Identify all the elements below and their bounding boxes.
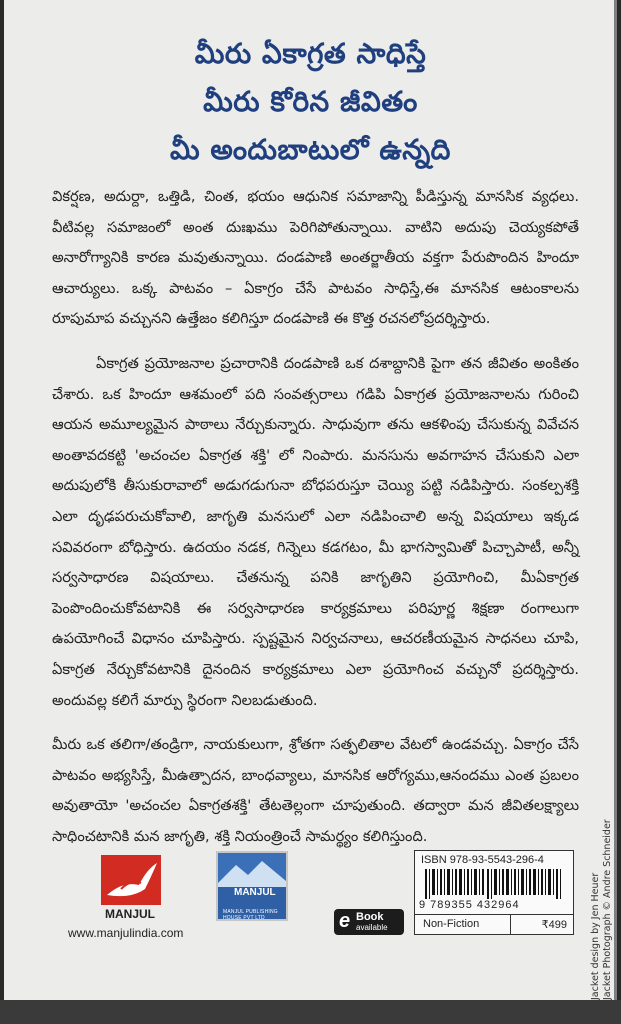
landscape-icon bbox=[218, 853, 286, 887]
headline-line-1: మీరు ఏకాగ్రత సాధిస్తే bbox=[194, 37, 427, 70]
blurb-paragraph-2: ఏకాగ్రత ప్రయోజనాల ప్రచారానికి దండపాణి ఒక దశాబ్దానికి పైగా తన జీవితం అంకితం చేశారు. ఒక హిందూ ఆశమంలో పది సంవత్సరాలు గడిపి ఏకాగ్రత ప్రయోజనాలను గురించి ఆయన అమూల్యమైన పాఠాలు నేర్చుకున్నారు. సాధువుగా తను ఆకళింపు చేసుకున్న వివేచన అంతావదకట్టి 'అచంచల ఏకాగ్రత శక్తి' లో నింపారు. మనసును అవగాహన చేసుకుని ఎలా అదుపులోకి తీసుకురావాలో అడుగడుగునా బోధపరుస్తూ చెయ్యి పట్టి నడిపిస్తారు. సంకల్పశక్తి ఎలా దృఢపరుచుకోవాలి, జాగృతి మనసులో ఎలా నడిపించాలి అన్న విషయాలు ఇక్కడ సవివరంగా బోధిస్తారు. ఉదయం నడక, గిన్నెలు కడగటం, మీ భాగస్వామితో పిచ్చాపాటీ, అన్నీ సర్వసాధారణ విషయాలు. చేతనున్న పనికి జాగృతిని ప్రయోగించి, మీఏకాగ్రత పెంపొందించుకోవటానికి ఈ సర్వసాధారణ కార్యక్రమాలు పరిపూర్ణ శిక్షణా రంగాలుగా ఉపయోగించే విధానం చూపిస్తారు. స్పష్టమైన నిర్వచనాలు, ఆచరణీయమైన సాధనలు చూపి, ఏకాగ్రత నేర్చుకోవటానికి దైనందిన కార్యక్రమాలు ఎలా ప్రయోగించ వచ్చునో ప్రదర్శిస్తారు. అందువల్ల కలిగే మార్పు స్థిరంగా నిలబడుతుంది. bbox=[52, 354, 579, 709]
jacket-design-credit: Jacket design by Jen Heuer bbox=[590, 872, 601, 1000]
ebook-available-badge bbox=[334, 909, 404, 935]
genre-price-row bbox=[415, 914, 573, 935]
barcode-icon bbox=[425, 869, 565, 899]
price-label: ₹499 bbox=[541, 919, 567, 931]
scan-background bbox=[0, 1000, 621, 1024]
headline-line-3: మీ అందుబాటులో ఉన్నది bbox=[170, 133, 451, 166]
headline bbox=[4, 30, 617, 174]
jacket-photo-credit: Jacket Photograph © Andre Schneider bbox=[602, 819, 613, 1000]
divider bbox=[510, 915, 511, 935]
blurb bbox=[52, 182, 579, 866]
ebook-available-label: available bbox=[356, 923, 388, 932]
isbn-digits: 9 789355 432964 bbox=[419, 899, 520, 911]
manjul-logo bbox=[101, 855, 181, 925]
bird-logo-icon bbox=[101, 855, 161, 905]
house-subtitle: MANJUL PUBLISHING HOUSE PVT LTD bbox=[223, 909, 278, 921]
jacket-credits bbox=[590, 819, 614, 1000]
publishing-house-logo bbox=[216, 851, 288, 921]
headline-line-2: మీరు కోరిన జీవితం bbox=[203, 85, 418, 118]
ebook-book-label: Book bbox=[356, 911, 384, 923]
isbn-box bbox=[414, 850, 574, 935]
ebook-e-icon: e bbox=[339, 910, 351, 932]
house-name: MANJUL bbox=[234, 887, 276, 898]
genre-label: Non-Fiction bbox=[423, 918, 480, 930]
blurb-paragraph-3: మీరు ఒక తలిగా/తండ్రిగా, నాయకులుగా, శ్రోతగా సత్ఫలితాల వేటలో ఉండవచ్చు. ఏకాగ్రం చేసే పాటవం అభ్యసిస్తే, మీఉత్పాదన, బాంధవ్యాలు, మానసిక ఆరోగ్యము,ఆనందము ఎంత ప్రబలం అవుతాయో 'అచంచల ఏకాగ్రతశక్తి' తేటతెల్లంగా చూపుతుంది. తద్వారా మన జీవితలక్ష్యాలు సాధించటానికి మన జాగృతి, శక్తి నియంత్రించే సామర్థ్యం కలిగిస్తుంది. bbox=[52, 736, 579, 845]
book-back-cover bbox=[4, 0, 617, 1000]
manjul-logo-name: MANJUL bbox=[105, 907, 155, 921]
website-url: www.manjulindia.com bbox=[68, 926, 184, 940]
isbn-label: ISBN 978-93-5543-296-4 bbox=[421, 854, 544, 866]
blurb-paragraph-1: వికర్షణ, అదుర్దా, ఒత్తిడి, చింత, భయం ఆధునిక సమాజాన్ని పీడిస్తున్న మానసిక వ్యధలు. వీటివల్ల సమాజంలో అంత దుఃఖము పెరిగిపోతున్నాయి. వాటిని అదుపు చెయ్యకపోతే అనారోగ్యానికి కారణ మవుతున్నాయి. దండపాణి అంతర్జాతీయ వక్తగా పేరుపొందిన హిందూ ఆచార్యులు. ఒక్క పాటవం – ఏకాగ్రం చేసే పాటవం సాధిస్తే,ఈ మానసిక ఆటంకాలను రూపుమాప వచ్చునని ఉత్తేజం కలిగిస్తూ దండపాణి ఈ కొత్త రచనలోప్రదర్శిస్తారు. bbox=[52, 188, 579, 328]
